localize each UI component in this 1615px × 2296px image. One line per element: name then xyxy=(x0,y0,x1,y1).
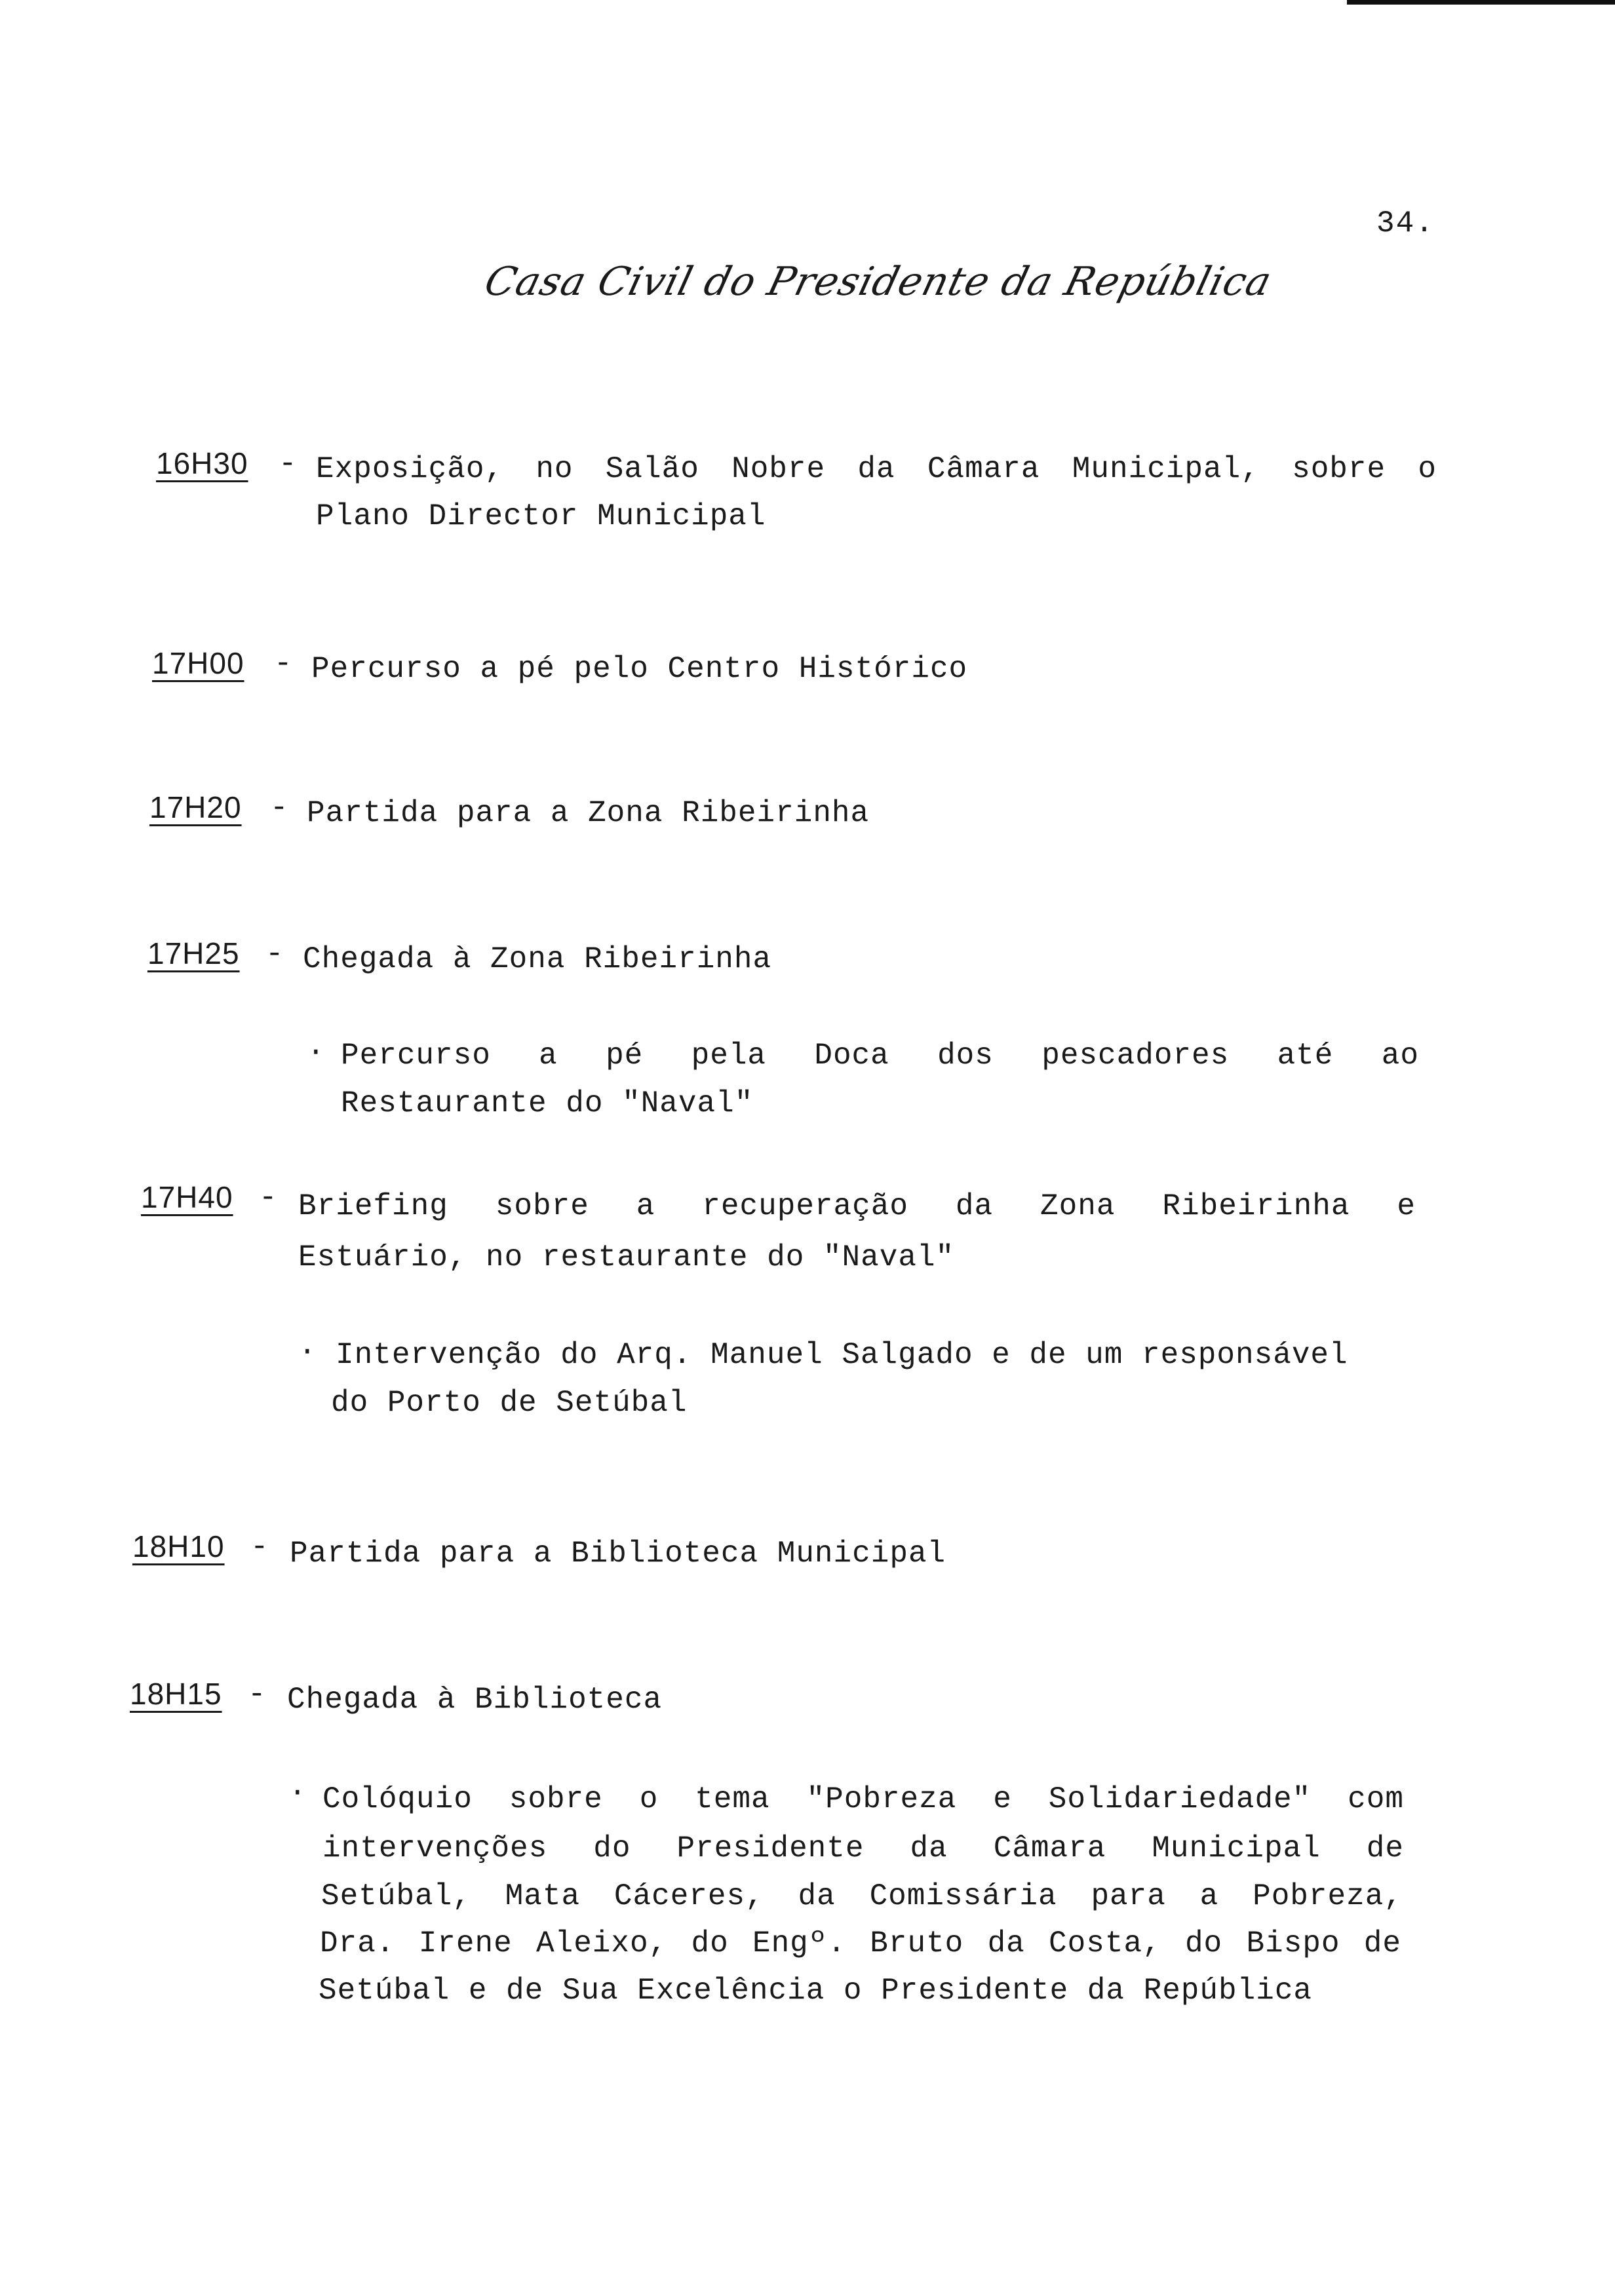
bullet-point: · xyxy=(307,1035,325,1069)
sub-text-line: Restaurante do "Naval" xyxy=(341,1086,754,1120)
entry-dash: - xyxy=(279,447,297,481)
sub-text-line: do Porto de Setúbal xyxy=(331,1386,688,1420)
sub-text-line: Setúbal, Mata Cáceres, da Comissária para a Pobreza, xyxy=(321,1879,1403,1913)
entry-dash: - xyxy=(248,1677,266,1712)
sub-text-line: Intervenção do Arq. Manuel Salgado e de um responsável xyxy=(336,1338,1348,1372)
entry-time: 18H15 xyxy=(130,1677,222,1711)
entry-dash: - xyxy=(270,791,288,825)
entry-text-line: Partida para a Biblioteca Municipal xyxy=(290,1537,946,1571)
sub-text-line: Colóquio sobre o tema "Pobreza e Solidariedade" com xyxy=(322,1782,1404,1816)
entry-text-line: Plano Director Municipal xyxy=(316,499,766,533)
entry-text-line: Chegada à Zona Ribeirinha xyxy=(303,942,772,976)
entry-dash: - xyxy=(250,1530,269,1564)
entry-text-line: Briefing sobre a recuperação da Zona Ribeirinha e xyxy=(298,1189,1416,1223)
sub-text-line: Percurso a pé pela Doca dos pescadores até ao xyxy=(341,1039,1419,1073)
letterhead: Casa Civil do Presidente da República xyxy=(480,259,1277,305)
entry-text-line: Chegada à Biblioteca xyxy=(287,1683,663,1717)
sub-text-line: Dra. Irene Aleixo, do Engº. Bruto da Costa, do Bispo de xyxy=(320,1926,1401,1961)
entry-time: 17H20 xyxy=(149,790,242,824)
page-number: 34. xyxy=(1376,206,1435,240)
entry-dash: - xyxy=(265,937,284,971)
entry-text-line: Estuário, no restaurante do "Naval" xyxy=(298,1240,955,1274)
bullet-point: · xyxy=(298,1335,317,1369)
entry-time: 17H00 xyxy=(152,646,244,680)
entry-text-line: Partida para a Zona Ribeirinha xyxy=(307,796,870,830)
top-rule xyxy=(1347,0,1615,5)
sub-text-line: Setúbal e de Sua Excelência o Presidente da República xyxy=(319,1974,1313,2008)
entry-time: 17H25 xyxy=(147,936,240,970)
entry-dash: - xyxy=(259,1181,277,1215)
entry-time: 18H10 xyxy=(132,1529,225,1563)
entry-time: 16H30 xyxy=(156,446,248,480)
entry-text-line: Exposição, no Salão Nobre da Câmara Municipal, sobre o xyxy=(316,452,1437,486)
entry-dash: - xyxy=(274,647,292,681)
sub-text-line: intervenções do Presidente da Câmara Municipal de xyxy=(322,1831,1404,1866)
entry-text-line: Percurso a pé pelo Centro Histórico xyxy=(311,652,968,686)
bullet-point: · xyxy=(288,1776,307,1810)
entry-time: 17H40 xyxy=(141,1180,233,1214)
